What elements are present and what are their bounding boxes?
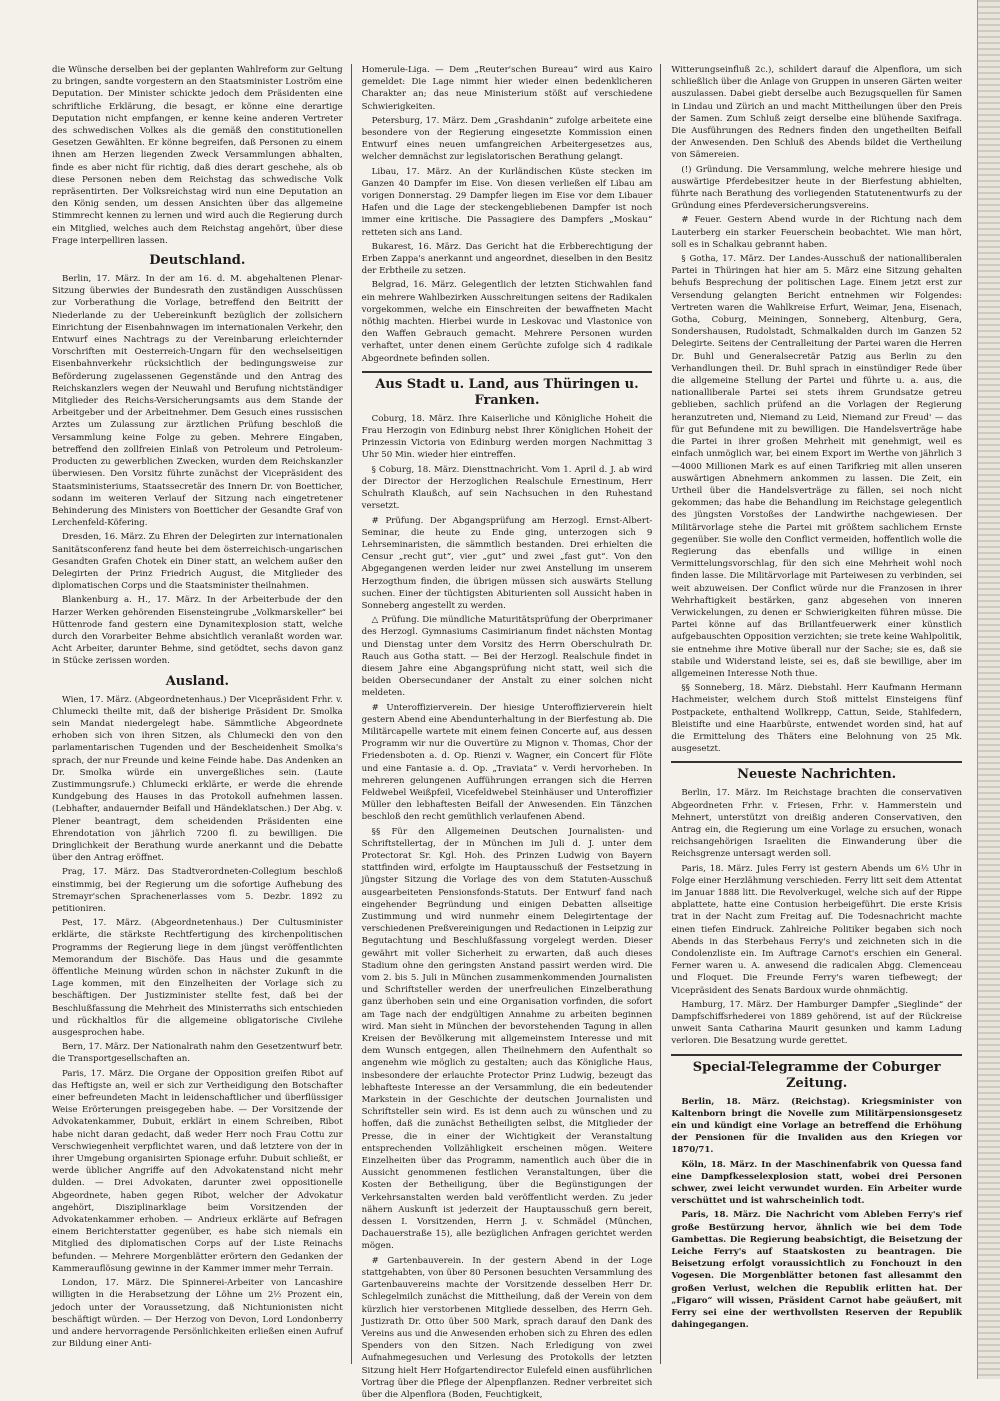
article-paragraph: Wien, 17. März. (Abgeordnetenhaus.) Der Vicepräsident Frhr. v. Chlumecki theilte mit, daß der bisherige Präsident Dr. Smolka sein Mandat niedergelegt habe. Sämmtliche Abgeordnete erhoben sich von ihren Sitzen, als Chlumecki den von den parlamentarischen Tugenden und der Bescheidenheit Smolka's sprach, der nur Freunde und keine Feinde habe. Das Andenken an Dr. Smolka würde ein unvergeßliches sein. (Laute Zustimmungsrufe.) Chlumecki erklärte, er werde die ehrende Kundgebung des Hauses in das Protokoll aufnehmen lassen. (Lebhafter, andauernder Beifall und Händeklatschen.) Der Abg. v. Plener beantragt, dem scheidenden Präsidenten eine Ehrendotation von jährlich 7200 fl. zu bewilligen. Die Dringlichkeit der Berathung wurde anerkannt und die Debatte über den Antrag eröffnet. [52, 694, 343, 864]
article-paragraph: # Unteroffizierverein. Der hiesige Unteroffizierverein hielt gestern Abend eine Abendunterhaltung in der Bierfestung ab. Die Militärcapelle wartete mit einem feinen Concerte auf, aus dessen Programm wir nur die Ouvertüre zu Mignon v. Thomas, Chor der Friedensboten a. d. Op. Rienzi v. Wagner, ein Concert für Flöte und eine Fantasie a. d. Op. „Traviata“ v. Verdi hervorheben. In mehreren gelungenen Aufführungen errangen sich die Herren Feldwebel Weißpfeil, Vicefeldwebel Steinhäuser und Unteroffizier Müller den lebhaftesten Beifall der Anwesenden. Ein Tänzchen beschloß den recht gemüthlich verlaufenen Abend. [361, 702, 653, 823]
article-paragraph: Homerule-Liga. — Dem „Reuter'schen Bureau“ wird aus Kairo gemeldet: Die Lage nimmt hier wieder einen bedenklicheren Charakter an; das neue Ministerium stößt auf verschiedene Schwierigkeiten. [361, 65, 653, 112]
article-paragraph: Paris, 18. März. Jules Ferry ist gestern Abends um 6½ Uhr in Folge einer Herzlähmung verschieden. Ferry litt seit dem Attentat im Januar 1888 litt. Die Revolverkugel, welche sich auf der Rippe abplattete, hatte eine Contusion herbeigeführt. Die erste Krisis trat in der Nacht zum Freitag auf. Die Todesnachricht machte einen tiefen Eindruck. Zahlreiche Politiker begaben sich noch Abends in das Sterbehaus Ferry's und zeichneten sich in die Condolenzliste ein. Im Auftrage Carnot's erschien ein General. Ferner waren u. A. anwesend die radicalen Abgg. Clemenceau und Floquet. Die Freunde Ferry's waren tiefbewegt; der Vicepräsident des Senats Bardoux wurde ohnmächtig. [671, 863, 963, 996]
telegram-paragraph: Berlin, 18. März. (Reichstag). Kriegsminister von Kaltenborn bringt die Novelle zum Militärpensionsgesetz ein und kündigt eine Vorlage an betreffend die Erhöhung der Pensionen für die Invaliden aus den Kriegen vor 1870/71. [671, 1096, 963, 1156]
article-paragraph: die Wünsche derselben bei der geplanten Wahlreform zur Geltung zu bringen, sandte vorgestern an den Staatsminister Loström eine Deputation. Der Minister schickte jedoch dem Präsidenten eine schriftliche Erklärung, die besagt, er könne eine derartige Deputation nicht empfangen, er kenne keine anderen Vertreter des schwedischen Volkes als die gemäß den constitutionellen Gesetzen Gewählten. Er könne begreifen, daß Personen zu einem ihnen am Herzen liegenden Zweck Versammlungen abhalten, finde es aber nicht für richtig, daß dies derart geschehe, als ob diese Personen neben dem Reichstag das schwedische Volk repräsentirten. Der Volksreichstag wird nun eine Deputation an den König senden, um dessen Ansichten über das allgemeine Stimmrecht kennen zu lernen und wird auch die Regierung durch ein Mitglied, welches auch dem Reichstag angehört, über diese Frage interpelliren lassen. [52, 65, 343, 246]
article-paragraph: △ Prüfung. Die mündliche Maturitätsprüfung der Oberprimaner des Herzogl. Gymnasiums Casimirianum findet nächsten Montag und Dienstag unter dem Vorsitz des Herrn Oberschulrath Dr. Rauch aus Gotha statt. — Bei der Herzogl. Realschule findet in diesem Jahre eine Abgangsprüfung nicht statt, weil sich die beiden Obersecundaner der Anstalt zu einer solchen nicht meldeten. [361, 615, 653, 699]
section-heading: Deutschland. [149, 253, 246, 269]
article-paragraph: Witterungseinfluß 2c.), schildert darauf die Alpenflora, um sich schließlich über die Anlage von Gruppen in unseren Gärten weiter auszulassen. Dabei giebt derselbe auch Bezugsquellen für Samen in Lindau und Zürich an und macht Mittheilungen über den Preis der Samen. Zum Schluß zeigt derselbe eine blühende Saxifraga. Die Ausführungen des Redners finden den ungetheilten Beifall der Anwesenden. Den Schluß des Abends bildet die Vertheilung von Sämereien. [671, 65, 963, 161]
article-paragraph: # Gartenbauverein. In der gestern Abend in der Loge stattgehabten, von über 80 Personen besuchten Versammlung des Gartenbauvereins machte der Vorsitzende desselben Herr Dr. Schlegelmilch zunächst die Mittheilung, daß der Verein von dem kürzlich hier verstorbenen Mitgliede desselben, des Herrn Geh. Justizrath Dr. Otto über 500 Mark, sprach darauf den Dank des Vereins aus und die Anwesenden erhoben sich zu Ehren des edlen Spenders von den Sitzen. Nach Erledigung von zwei Aufnahmegesuchen und Verlesung des Protokolls der letzten Sitzung hielt Herr Hofgartendirector Eulefeld einen ausführlichen Vortrag über die Pflege der Alpenpflanzen. Redner verbreitet sich über die Alpenflora (Boden, Feuchtigkeit, [361, 1255, 653, 1400]
section-heading: Aus Stadt u. Land, aus Thüringen u. Franken. [362, 371, 653, 409]
telegram-paragraph: Köln, 18. März. In der Maschinenfabrik von Quessa fand eine Dampfkesselexplosion statt, wobei drei Personen schwer, zwei leicht verwundet wurden. Ein Arbeiter wurde verschüttet und ist wahrscheinlich todt. [671, 1159, 963, 1207]
article-paragraph: Bukarest, 16. März. Das Gericht hat die Erbberechtigung der Erben Zappa's anerkannt und angeordnet, dieselben in den Besitz der Erbtheile zu setzen. [361, 241, 653, 277]
article-paragraph: Blankenburg a. H., 17. März. In der Arbeiterbude der den Harzer Werken gehörenden Eisensteingrube „Volkmarskeller“ bei Hüttenrode fand gestern eine Dynamitexplosion statt, welche durch den Vorarbeiter Behme absichtlich veranlaßt worden war. Acht Arbeiter, darunter Behme, sind getödtet, sechs davon ganz in Stücke zerissen worden. [52, 595, 343, 667]
article-paragraph: Dresden, 16. März. Zu Ehren der Delegirten zur internationalen Sanitätsconferenz fand heute bei dem österreichisch-ungarischen Gesandten Grafen Chotek ein Diner statt, an welchem außer den Delegirten der Prinz Friedrich August, die Mitglieder des diplomatischen Corps und die Staatsminister theilnahmen. [52, 532, 343, 592]
newspaper-page [52, 64, 963, 1400]
article-paragraph: Hamburg, 17. März. Der Hamburger Dampfer „Sieglinde“ der Dampfschiffsrhederei von 1889 gehörend, ist auf der Rückreise unweit Santa Catharina Maurit gesunken und kamm Ladung verloren. Die Besatzung wurde gerettet. [671, 999, 963, 1047]
section-heading: Neueste Nachrichten. [671, 761, 962, 783]
article-paragraph: §§ Für den Allgemeinen Deutschen Journalisten- und Schriftstellertag, der in München im Juli d. J. unter dem Protectorat Sr. Kgl. Hoh. des Prinzen Ludwig von Bayern stattfinden wird, erfolgte im Hauptausschuß der Festsetzung in jüngster Sitzung die Vorlage des von dem Statuten-Ausschuß ausgearbeiteten Pensionsfonds-Statuts. Der Entwurf fand nach eingehender Begründung und einigen Debatten allseitige Zustimmung und wird nunmehr einem Delegirtentage der verschiedenen Preßvereinigungen und Redactionen in Leipzig zur Begutachtung und Beschlußfassung vorgelegt werden. Dieser gewährt mit voller Sicherheit zu erwarten, daß auch dieses Stadium ohne den geringsten Anstand passirt werden wird. Die vom 2. bis 5. Juli in München zusammenkommenden Journalisten und Schriftsteller werden der unerfreulichen Einzelberathung ganz überhoben sein und eine Organisation vorfinden, die sofort am Tage nach der endgültigen Annahme zu arbeiten beginnen wird. Man sieht in München der bevorstehenden Tagung in allen Kreisen der Bevölkerung mit allgemeinstem Interesse und mit dem Wunsch entgegen, allen Theilnehmern den Aufenthalt so angenehm wie möglich zu gestalten; auch das Königliche Haus, insbesondere der erlauchte Protector Prinz Ludwig, bezeugt das lebhafteste Interesse an der Versammlung, die ein bedeutender Markstein in der Geschichte der deutschen Journalisten und Schriftsteller sein wird. Es ist denn auch zu wünschen und zu hoffen, daß die zunächst Betheiligten selbst, die Mitglieder der Presse, die in einer der Wichtigkeit der Veranstaltung entsprechenden Vollzähligkeit erscheinen mögen. Weitere Einzelheiten über das Programm, namentlich auch über die in Aussicht genommenen festlichen Veranstaltungen, über die Kosten der Betheiligung, über die Begünstigungen der Verkehrsanstalten werden bald veröffentlicht werden. Zu jeder nähern Auskunft ist jederzeit der Hauptausschuß gern bereit, dessen I. Vorsitzenden, Herrn J. v. Schmädel (München, Dachauerstraße 15), alle bezüglichen Anfragen gerichtet werden mögen. [361, 826, 653, 1252]
article-paragraph: # Feuer. Gestern Abend wurde in der Richtung nach dem Lauterberg ein starker Feuerschein beobachtet. Wie man hört, soll es in Schalkau gebrannt haben. [671, 215, 963, 250]
page-edge [977, 0, 1000, 1379]
section-heading: Special-Telegramme der Coburger Zeitung. [671, 1054, 962, 1092]
column-3 [671, 64, 962, 1364]
column-2 [361, 64, 662, 1400]
article-paragraph: Prag, 17. März. Das Stadtverordneten-Collegium beschloß einstimmig, bei der Regierung um die sofortige Aufhebung des Stremayr'schen Sprachenerlasses vom 5. Dezbr. 1892 zu petitioniren. [52, 867, 343, 914]
article-paragraph: Berlin, 17. März. Im Reichstage brachten die conservativen Abgeordneten Frhr. v. Friesen, Frhr. v. Hammerstein und Mehnert, unterstützt von dreißig anderen Conservativen, den Antrag ein, die Regierung um eine Vorlage zu ersuchen, wonach reichsangehörigen Israeliten die Einwanderung über die Reichsgrenze untersagt werden soll. [671, 788, 963, 860]
article-paragraph: Belgrad, 16. März. Gelegentlich der letzten Stichwahlen fand ein mehrere Wahlbezirken Ausschreitungen seitens der Radikalen vorgekommen, welche ein Einschreiten der bewaffneten Macht nöthig machten. Hierbei wurde in Leskovac und Vlastonice von den Waffen Gebrauch gemacht. Mehrere Personen wurden verhaftet, unter denen einem Gerüchte zufolge sich 4 radikale Abgeordnete befinden sollen. [361, 280, 653, 364]
article-paragraph: § Gotha, 17. März. Der Landes-Ausschuß der nationalliberalen Partei in Thüringen hat hier am 5. März eine Sitzung gehalten behufs Besprechung der politischen Lage. Einem jetzt erst zur Versendung gelangten Bericht entnehmen wir Folgendes: Vertreten waren die Wahlkreise Erfurt, Weimar, Jena, Eisenach, Gotha, Coburg, Meiningen, Sonneberg, Altenburg, Gera, Sondershausen, Rudolstadt, Schmalkalden durch im Ganzen 52 Delegirte. Seitens der Centralleitung der Partei waren die Herren Dr. Buhl und Generalsecretär Patzig aus Berlin zu den Verhandlungen theil. Dr. Buhl sprach in einstündiger Rede über die allgemeine Stellung der Partei und führte u. a. aus, die nationalliberale Partei sei stets ihrem Grundsatze getreu geblieben, sachlich prüfend an die Vorlagen der Regierung heranzutreten und, Niemand zu Leid, Niemand zur Freud' — das für gut Befundene mit zu bewilligen. Die Handelsverträge habe die Partei in ihrer großen Mehrheit mit genehmigt, weil es einfach unmöglich war, bei einem Export im Werthe von jährlich 3—4000 Millionen Mark es auf einen Tarifkrieg mit allen unseren auswärtigen Abnehmern ankommen zu lassen. Die Zeit, ein Urtheil über die Handelsverträge zu fällen, sei noch nicht gekommen; das habe die Behandlung im Reichstage gelegentlich des jüngsten Vorstoßes der Landwirthe nachgewiesen. Der Militärvorlage stehe die Partei mit größtem sachlichem Ernste gegenüber. Sie wolle den Conflict vermeiden, hoffentlich wolle die Regierung das ebenfalls und willige in einen Vermittelungsvorschlag, für den sich eine Mehrheit wohl noch finden lasse. Die Militärvorlage mit Parteiwesen zu verbinden, sei weit abzuweisen. Der Conflict würde nur die Franzosen in ihrer Wehrhaftigkeit bestärken, ganz abgesehen von inneren Verwickelungen, zu denen er Schwierigkeiten führen müsse. Die Partei könne auf das Brillantfeuerwerk einer künstlich aufgebauschten Opposition verzichten; sie trete keine Wahlpolitik, sie entnehme ihre Motive überall nur der Sache; sie es, daß sie stabile und Widerstand leiste, sei es, daß sie bewillige, aber im allgemeinen Interesse Noth thue. [671, 254, 963, 679]
article-paragraph: Petersburg, 17. März. Dem „Grashdanin“ zufolge arbeitete eine besondere von der Regierung eingesetzte Kommission einen Entwurf eines neuen umfangreichen Arbeitergesetzes aus, welcher demnächst zur legislatorischen Berathung gelangt. [361, 115, 653, 163]
article-paragraph: Libau, 17. März. An der Kurländischen Küste stecken im Ganzen 40 Dampfer im Eise. Von diesen verließen elf Libau am vorigen Donnerstag. 29 Dampfer liegen im Eise vor dem Libauer Hafen und die Lage der steckengebliebenen Dampfer ist noch immer eine kritische. Die Passagiere des Dampfers „Moskau“ retteten sich ans Land. [361, 166, 653, 238]
article-paragraph: §§ Sonneberg, 18. März. Diebstahl. Herr Kaufmann Hermann Hachmeister, welchem durch Stoß mittelst Einsteigens fünf Postpackete, enthaltend Wollkrepp, Cattun, Seide, Stahlfedern, Bleistifte und eine Haarbürste, entwendet worden sind, hat auf die Ermittelung des Thäters eine Belohnung von 25 Mk. ausgesetzt. [671, 683, 963, 755]
article-paragraph: Coburg, 18. März. Ihre Kaiserliche und Königliche Hoheit die Frau Herzogin von Edinburg nebst Ihrer Königlichen Hoheit der Prinzessin Victoria von Edinburg werden morgen Nachmittag 3 Uhr 50 Min. wieder hier eintreffen. [361, 413, 653, 461]
article-paragraph: London, 17. März. Die Spinnerei-Arbeiter von Lancashire willigten in die Herabsetzung der Löhne um 2½ Prozent ein, jedoch unter der Voraussetzung, daß Nichtunionisten nicht beschäftigt würden. — Der Herzog von Devon, Lord Londonberry und andere hervorragende Persönlichkeiten erließen einen Aufruf zur Bildung einer Anti- [52, 1278, 343, 1350]
article-paragraph: Berlin, 17. März. In der am 16. d. M. abgehaltenen Plenar-Sitzung überwies der Bundesrath den zuständigen Ausschüssen zur Vorberathung die Vorlage, betreffend den Beitritt der Niederlande zu der Uebereinkunft bezüglich der zollsichern Einrichtung der Eisenbahnwagen im internationalen Verkehr, den Entwurf eines Nachtrags zu der Vereinbarung erleichternder Vorschriften mit Oesterreich-Ungarn für den wechselseitigen Eisenbahnverkehr rücksichtlich der bedingungsweise zur Beförderung zugelassenen Gegenstände und den Antrag des Reichskanzlers wegen der Neuwahl und Berufung nichtständiger Mitglieder des Reichs-Versicherungsamts aus dem Stande der Arbeitgeber und der Arbeitnehmer. Dem Gesuch eines russischen Arztes um Zulassung zur ärztlichen Prüfung beschloß die Versammlung keine Folge zu geben. Mehrere Eingaben, betreffend den zollfreien Einlaß von Petroleum und Petroleum-Producten zu gewerblichen Zwecken, wurden dem Reichskanzler überwiesen. Den Vorsitz führte zunächst der Vicepräsident des Staatsministeriums, Staatssecretär des Innern Dr. von Boetticher, sodann im weiteren Verlauf der Sitzung nach eingetretener Behinderung des Ministers von Boetticher der Gesandte Graf von Lerchenfeld-Köfering. [52, 274, 343, 529]
article-paragraph: Bern, 17. März. Der Nationalrath nahm den Gesetzentwurf betr. die Transportgesellschaften an. [52, 1042, 343, 1065]
article-paragraph: # Prüfung. Der Abgangsprüfung am Herzogl. Ernst-Albert-Seminar, die heute zu Ende ging, unterzogen sich 9 Lehrseminaristen, die sämmtlich bestanden. Drei erhielten die Censur „recht gut“, vier „gut“ und zwei „fast gut“. Von den Abgegangenen werden leider nur zwei Anstellung im unserem Herzogthum finden, die übrigen müssen sich auswärts Stellung suchen. Einer der tüchtigsten Abiturienten soll Aussicht haben in Sonneberg angestellt zu werden. [361, 515, 653, 611]
column-1 [52, 64, 352, 1364]
article-paragraph: § Coburg, 18. März. Diensttnachricht. Vom 1. April d. J. ab wird der Director der Herzoglichen Realschule Ernestinum, Herr Schulrath Klaußch, auf sein Nachsuchen in den Ruhestand versetzt. [361, 464, 653, 512]
article-paragraph: (!) Gründung. Die Versammlung, welche mehrere hiesige und auswärtige Pferdebesitzer heute in der Bierfestung abhielten, führte nach Berathung des vorliegenden Statutenentwurfs zu der Gründung eines Pferdeversicherungsvereins. [671, 164, 963, 212]
article-paragraph: Paris, 17. März. Die Organe der Opposition greifen Ribot auf das Heftigste an, weil er sich zur Vertheidigung den Botschafter einer befreundeten Macht in leidenschaftlicher und überflüssiger Weise Erörterungen preisgegeben habe. — Der Vorsitzende der Advokatenkammer, Dubuit, erklärt in einem Schreiben, Ribot habe nicht daran gedacht, daß weder Herr noch Frau Cottu zur Verschwiegenheit verpflichtet waren, und daß letztere von der in ihrer Umgebung organisirten Spionage erfuhr. Dubuit schließt, er werde üblicher Angriffe auf den Advokatenstand nicht mehr dulden. — Drei Advokaten, darunter zwei oppositionelle Abgeordnete, haben gegen Ribot, welcher der Advokatur angehört, Disziplinarklage beim Vorsitzenden der Advokatenkammer erhoben. — Andrieux erklärte auf Befragen einem Berichterstatter gegenüber, es habe sich niemals ein Mitglied des diplomatischen Corps auf der Liste Reinachs befunden. — Mehrere Morgenblätter erörtern den Gedanken der Kammerauflösung gewinne in der Kammer immer mehr Terrain. [52, 1068, 343, 1274]
article-paragraph: Pest, 17. März. (Abgeordnetenhaus.) Der Cultusminister erklärte, die stärkste Rechtfertigung des kirchenpolitischen Programms der Regierung liege in dem jüngst veröffentlichten Memorandum der Bischöfe. Das Haus und die gesammte öffentliche Meinung würden schon in nächster Zukunft in die Lage kommen, mit den Einzelheiten der Vorlage sich zu beschäftigen. Der Justizminister stellte fest, daß bei der Beschlußfassung die Mehrheit des Ministerraths sich entschieden und rückhaltlos für die allgemeine obligatorische Civilehe ausgesprochen habe. [52, 918, 343, 1039]
telegram-paragraph: Paris, 18. März. Die Nachricht vom Ableben Ferry's rief große Bestürzung hervor, ähnlich wie bei dem Tode Gambettas. Die Regierung beabsichtigt, die Beisetzung der Leiche Ferry's auf Staatskosten zu beantragen. Die Beisetzung erfolgt voraussichtlich zu Fonchouzt in den Vogesen. Die Morgenblätter betonen fast allesammt den großen Verlust, welchen die Republik erlitten hat. Der „Figaro“ will wissen, Präsident Carnot habe geäußert, mit Ferry sei eine der werthvollsten Reserven der Republik dahingegangen. [671, 1210, 963, 1331]
section-heading: Ausland. [165, 673, 229, 689]
